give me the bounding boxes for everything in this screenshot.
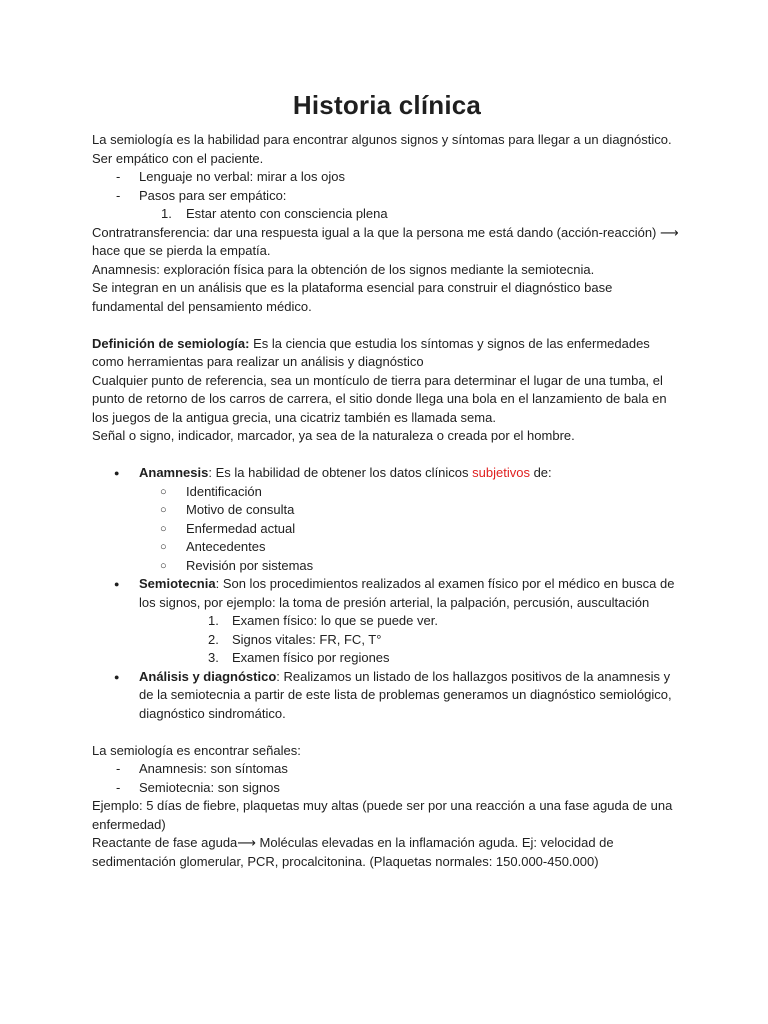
sub-item: ○ Revisión por sistemas [92,557,682,576]
sub-item: ○ Enfermedad actual [92,520,682,539]
definition-paragraph: Cualquier punto de referencia, sea un montículo de tierra para determinar el lugar de una tumba, el punto de retorno de los carros de carrera, el sitio donde llega una bola en el lanzamiento de bala en los juegos de la antigua grecia, una cicatriz también es llamada sema. [92,372,667,425]
spacer [92,316,682,335]
intro-paragraph: Se integran en un análisis que es la plataforma esencial para construir el diagnóstico base fundamental del pensamiento médico. [92,280,613,314]
dash-item-text: Pasos para ser empático: [139,187,287,203]
semiotecnia-term: Semiotecnia [139,576,216,591]
anamnesis-term: Anamnesis [139,465,209,480]
definition-text: Es la ciencia que estudia los síntomas y signos de las enfermedades como herramientas para realizar un análisis y diagnóstico [92,335,650,369]
document-page [92,88,682,871]
sub-item: ○ Antecedentes [92,538,682,557]
definition-term: Definición de semiología: [92,335,250,351]
dash-item [92,187,682,206]
semiotecnia-text: : Son los procedimientos realizados al examen físico por el médico en busca de los signos, por ejemplo: la toma de presión arterial, la palpación, percusión, auscultación [139,576,675,610]
intro-paragraph: La semiología es la habilidad para encontrar algunos signos y síntomas para llegar a un diagnóstico. [92,132,672,147]
dash-item-text: Anamnesis: son síntomas [139,761,288,776]
anamnesis-highlight: subjetivos [472,465,530,480]
analisis-text: : Realizamos un listado de los hallazgos positivos de la anamnesis y de la semiotecnia a partir de este lista de problemas generamos un diagnóstico semiológico, diagnóstico sindromático. [139,668,672,721]
dash-item-text: Lenguaje no verbal: mirar a los ojos [139,169,345,184]
spacer [92,446,682,465]
numbered-item [92,205,682,224]
senales-paragraph: La semiología es encontrar señales: [92,742,301,758]
definition-paragraph: Señal o signo, indicador, marcador, ya sea de la naturaleza o creada por el hombre. [92,428,575,443]
numbered-item: 1. Examen físico: lo que se puede ver. [92,612,682,631]
dash-item [92,168,682,187]
bullet-semiotecnia [92,575,682,612]
intro-paragraph: Ser empático con el paciente. [92,150,264,166]
bullet-analisis [92,668,682,724]
sub-item: ○ Identificación [92,483,682,502]
senales-paragraph: Ejemplo: 5 días de fiebre, plaquetas muy altas (puede ser por una reacción a una fase aguda de una enfermedad) [92,798,673,832]
senales-paragraph: Reactante de fase aguda⟶ Moléculas elevadas en la inflamación aguda. Ej: velocidad de sedimentación glomerular, PCR, procalcitonina. (Plaquetas normales: 150.000-450.000) [92,835,614,869]
dash-item [92,779,682,798]
definition-paragraph [92,335,682,372]
dash-item-text: Semiotecnia: son signos [139,779,280,795]
sub-item: ○ Motivo de consulta [92,501,682,520]
anamnesis-text-end: de: [529,465,552,480]
numbered-item-text: Estar atento con consciencia plena [186,206,388,221]
intro-paragraph: Anamnesis: exploración física para la obtención de los signos mediante la semiotecnia. [92,261,595,277]
analisis-term: Análisis y diagnóstico [139,668,277,684]
spacer [92,723,682,742]
document-title: Historia clínica [292,90,482,120]
anamnesis-text: : Es la habilidad de obtener los datos clínicos [208,465,473,480]
dash-item [92,760,682,779]
numbered-item: 2. Signos vitales: FR, FC, T° [92,631,682,650]
bullet-anamnesis [92,464,682,483]
intro-paragraph: Contratransferencia: dar una respuesta igual a la que la persona me está dando (acción-reacción) ⟶ hace que se pierda la empatía. [92,224,679,258]
numbered-item: 3. Examen físico por regiones [92,649,682,668]
